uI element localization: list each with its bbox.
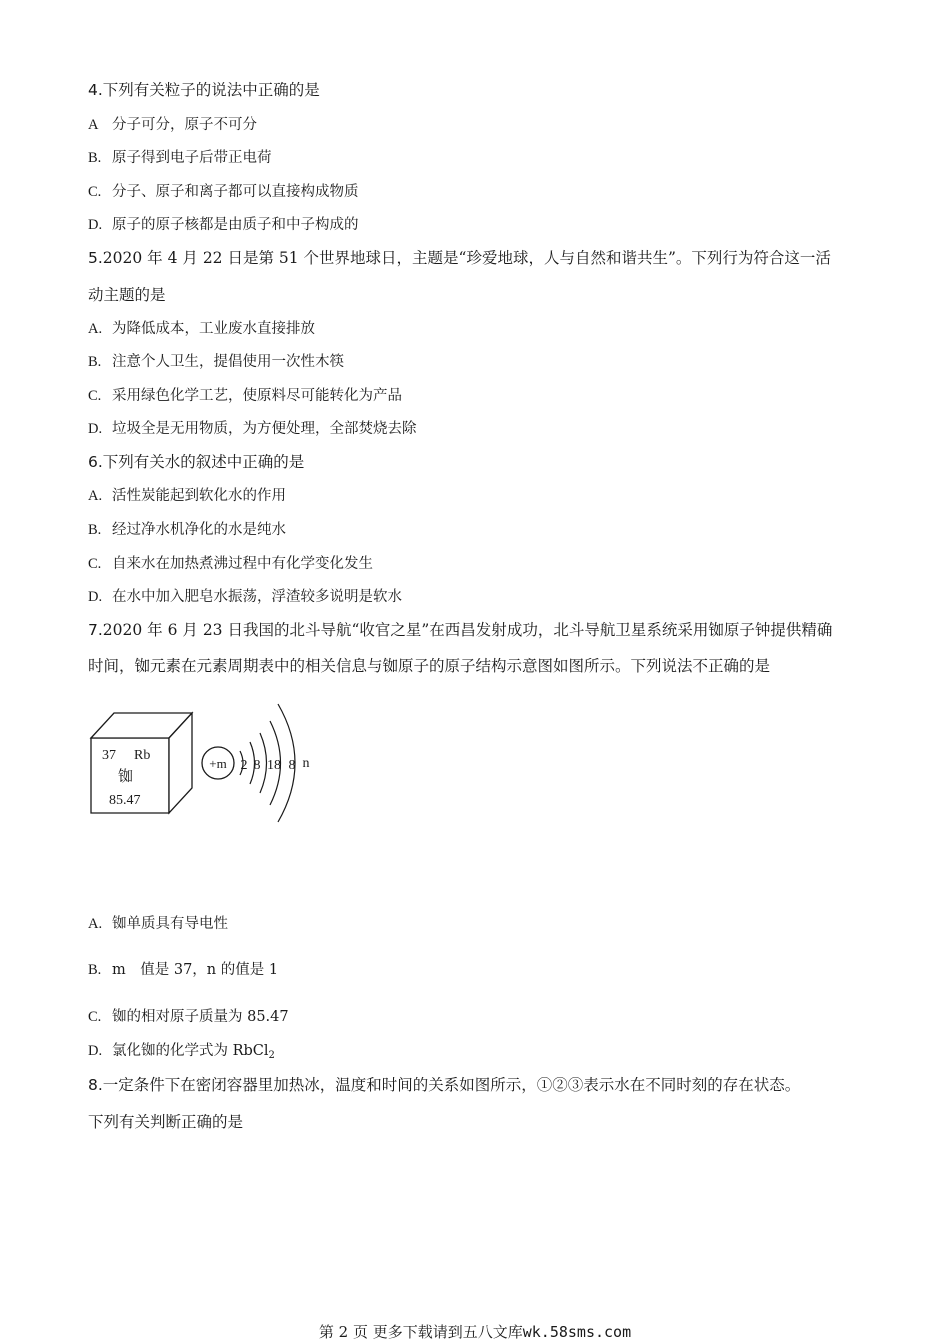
q4-option-c (88, 182, 359, 202)
subscript: 2 (268, 1050, 275, 1061)
option-text: 在水中加入肥皂水振荡，浮渣较多说明是软水 (112, 589, 402, 605)
q4-option-b (88, 148, 272, 168)
q6-stem-text: 下列有关水的叙述中正确的是 (102, 453, 305, 471)
option-label: A. (88, 321, 103, 337)
q4-stem (88, 80, 320, 100)
option-label: D. (88, 217, 103, 233)
option-text: 为降低成本，工业废水直接排放 (112, 321, 315, 337)
q4-number: 4. (88, 81, 103, 99)
shell-count-4: 8 (288, 758, 296, 773)
option-label: B. (88, 150, 102, 166)
option-label: D. (88, 421, 103, 437)
option-label: C. (88, 388, 102, 404)
option-label: B. (88, 962, 102, 978)
q8-stem-line2: 下列有关判断正确的是 (88, 1113, 244, 1131)
option-label: D. (88, 1043, 103, 1059)
page-number: 第 2 页 (318, 1323, 368, 1341)
q7-stem (88, 620, 832, 640)
q5-option-b (88, 352, 344, 372)
q5-stem-line2: 动主题的是 (88, 286, 166, 304)
q6-number: 6. (88, 453, 103, 471)
option-label: A (88, 117, 99, 133)
option-text: 氯化铷的化学式为 RbCl (112, 1043, 269, 1059)
q7-option-c (88, 1007, 289, 1027)
q7-stem-line1: 2020 年 6 月 23 日我国的北斗导航“收官之星”在西昌发射成功，北斗导航卫星系统采用铷原子钟提供精确 (102, 621, 833, 639)
option-text: 铷的相对原子质量为 85.47 (112, 1009, 289, 1025)
element-symbol: Rb (134, 748, 151, 763)
q5-stem-line1: 2020 年 4 月 22 日是第 51 个世界地球日，主题是“珍爱地球，人与自然和谐共生”。下列行为符合这一活 (102, 249, 831, 267)
footer-text: 更多下载请到五八文库 (372, 1323, 523, 1341)
q6-stem (88, 452, 304, 472)
q7-number: 7. (88, 621, 103, 639)
option-label: A. (88, 916, 103, 932)
q4-option-d (88, 215, 359, 235)
rubidium-figure (88, 690, 328, 835)
option-text: 活性炭能起到软化水的作用 (112, 488, 286, 504)
shell-count-2: 8 (253, 758, 261, 773)
nucleus-charge: +m (209, 756, 227, 771)
option-label: B. (88, 354, 102, 370)
option-text: 垃圾全是无用物质，为方便处理，全部焚烧去除 (112, 421, 417, 437)
q8-stem (88, 1075, 800, 1095)
q6-option-b (88, 520, 286, 540)
q7-option-a (88, 914, 228, 934)
element-name: 铷 (118, 767, 134, 785)
option-text: 铷单质具有导电性 (112, 916, 228, 932)
option-text: 注意个人卫生，提倡使用一次性木筷 (112, 354, 344, 370)
option-text: 采用绿色化学工艺，使原料尽可能转化为产品 (112, 388, 402, 404)
option-label: B. (88, 522, 102, 538)
shell-count-3: 18 (267, 758, 281, 773)
q6-option-d (88, 587, 402, 607)
shell-arc-3 (260, 733, 267, 793)
footer-site-link[interactable]: wk.58sms.com (522, 1323, 632, 1341)
q4-stem-text: 下列有关粒子的说法中正确的是 (102, 81, 320, 99)
option-text: 自来水在加热煮沸过程中有化学变化发生 (112, 556, 373, 572)
q5-option-c (88, 386, 402, 406)
option-text: 经过净水机净化的水是纯水 (112, 522, 286, 538)
option-label: D. (88, 589, 103, 605)
q5-option-d (88, 419, 417, 439)
q4-option-a (88, 115, 257, 135)
shell-count-5: n (302, 756, 310, 771)
option-label: C. (88, 556, 102, 572)
q7-stem-line2: 时间，铷元素在元素周期表中的相关信息与铷原子的原子结构示意图如图所示。下列说法不正确的是 (88, 657, 771, 675)
option-text: m 值是 37，n 的值是 1 (112, 962, 279, 978)
q5-number: 5. (88, 249, 103, 267)
q8-stem-line1: 一定条件下在密闭容器里加热冰，温度和时间的关系如图所示，①②③表示水在不同时刻的存在状态。 (102, 1076, 801, 1094)
option-label: A. (88, 488, 103, 504)
q7-option-b (88, 960, 278, 980)
q6-option-c (88, 554, 373, 574)
option-label: C. (88, 1009, 102, 1025)
element-atomic-number: 37 (102, 748, 116, 763)
option-label: C. (88, 184, 102, 200)
option-text: 原子得到电子后带正电荷 (112, 150, 272, 166)
element-mass: 85.47 (109, 793, 141, 808)
element-card (91, 713, 192, 813)
q5-stem (88, 248, 831, 268)
option-text: 原子的原子核都是由质子和中子构成的 (112, 217, 359, 233)
shell-count-1: 2 (240, 758, 248, 773)
q7-option-d (88, 1041, 275, 1066)
option-text: 分子、原子和离子都可以直接构成物质 (112, 184, 359, 200)
option-text: 分子可分，原子不可分 (112, 117, 257, 133)
q8-number: 8. (88, 1076, 103, 1094)
page-footer (0, 1322, 950, 1342)
q6-option-a (88, 486, 286, 506)
q5-option-a (88, 319, 315, 339)
shell-electron-counts (241, 756, 310, 773)
